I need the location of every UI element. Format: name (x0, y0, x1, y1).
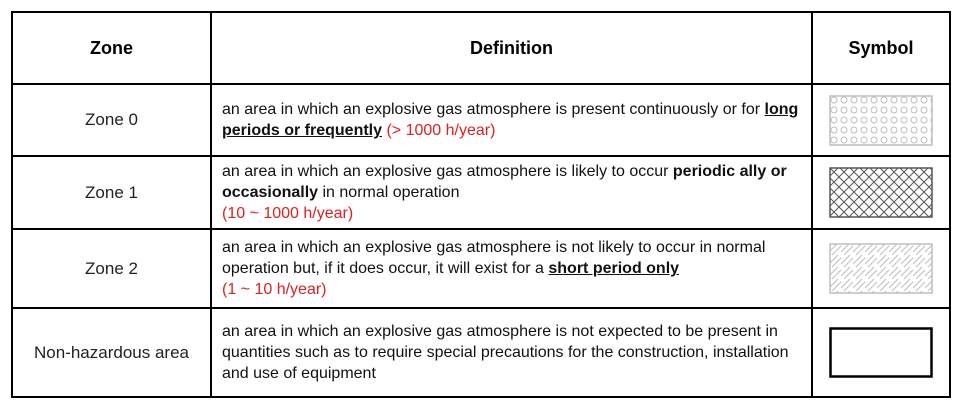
table-row-zone-2 (12, 229, 950, 308)
table-row-zone-0 (12, 84, 950, 156)
zone-name: Non-hazardous area (12, 308, 211, 397)
zone-name: Zone 2 (12, 229, 211, 308)
header-row (12, 12, 950, 84)
definition-emphasis: short period only (548, 260, 680, 277)
empty-box-icon (829, 327, 933, 378)
zone-name: Zone 0 (12, 84, 211, 156)
zone-definition (211, 229, 812, 308)
definition-text-tail: in normal operation (318, 184, 460, 201)
definition-emphasis: periodic ally or occasionally (222, 163, 787, 201)
table-row-non-hazardous (12, 308, 950, 397)
frequency-range: (1 ~ 10 h/year) (222, 281, 327, 298)
dot-pattern-icon (829, 95, 933, 146)
symbol-header: Symbol (812, 12, 950, 84)
zone-symbol-cell (812, 84, 950, 156)
definition-emphasis: long periods or frequently (222, 101, 799, 139)
definition-text: an area in which an explosive gas atmosphere is not expected to be present in quantities such as to require special precautions for the construction, installation and use of equipment (222, 323, 789, 382)
frequency-range: (> 1000 h/year) (382, 122, 496, 139)
crosshatch-pattern-icon (829, 167, 933, 218)
hazardous-zone-table (11, 11, 951, 398)
zone-symbol-cell (812, 156, 950, 229)
definition-text: an area in which an explosive gas atmosphere is likely to occur (222, 163, 673, 180)
zone-symbol-cell (812, 308, 950, 397)
zone-header: Zone (12, 12, 211, 84)
frequency-range: (10 ~ 1000 h/year) (222, 205, 354, 222)
zone-definition (211, 156, 812, 229)
definition-text: an area in which an explosive gas atmosphere is present continuously or for (222, 101, 765, 118)
table-row-zone-1 (12, 156, 950, 229)
zone-definition (211, 84, 812, 156)
zone-symbol-cell (812, 229, 950, 308)
zone-name: Zone 1 (12, 156, 211, 229)
definition-header: Definition (211, 12, 812, 84)
definition-text: an area in which an explosive gas atmosphere is not likely to occur in normal operation but, if it does occur, it will exist for a (222, 239, 766, 277)
diagonal-hatch-pattern-icon (829, 243, 933, 294)
zone-definition (211, 308, 812, 397)
